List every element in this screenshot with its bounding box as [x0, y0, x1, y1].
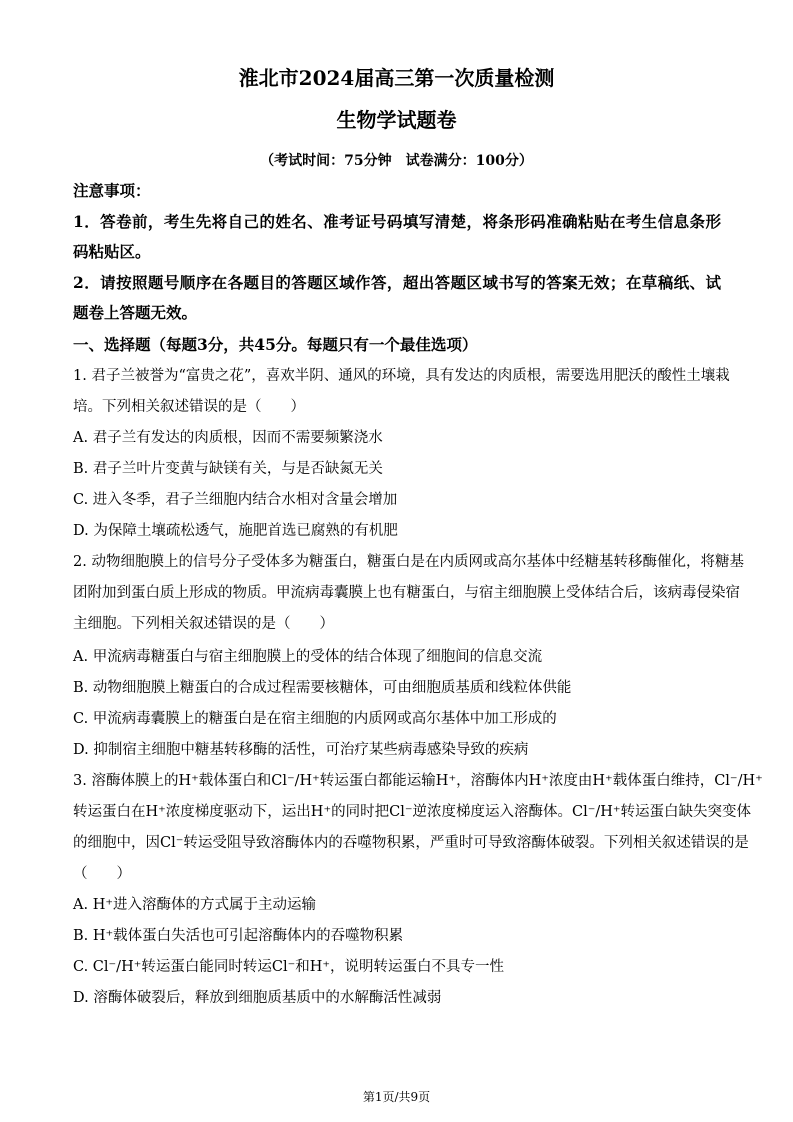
- question-3-stem: （ ）: [73, 866, 131, 882]
- paper-subtitle: 生物学试题卷: [336, 108, 457, 132]
- question-3-option-d: D. 溶酶体破裂后，释放到细胞质基质中的水解酶活性减弱: [73, 990, 442, 1006]
- question-3-stem: 的细胞中，因Cl⁻转运受阻导致溶酶体内的吞噬物积累，严重时可导致溶酶体破裂。下列相关叙述错误的是: [73, 835, 749, 851]
- note-line: 码粘贴区。: [73, 242, 151, 261]
- question-3-stem: 3. 溶酶体膜上的H⁺载体蛋白和Cl⁻/H⁺转运蛋白都能运输H⁺，溶酶体内H⁺浓度由H⁺载体蛋白维持，Cl⁻/H⁺: [73, 773, 763, 789]
- question-3-option-c: C. Cl⁻/H⁺转运蛋白能同时转运Cl⁻和H⁺，说明转运蛋白不具专一性: [73, 959, 505, 975]
- page-number: 第1页/共9页: [362, 1090, 431, 1104]
- question-2-option-b: B. 动物细胞膜上糖蛋白的合成过程需要核糖体，可由细胞质基质和线粒体供能: [73, 680, 572, 696]
- question-2-stem: 主细胞。下列相关叙述错误的是（ ）: [73, 616, 334, 632]
- question-3-stem: 转运蛋白在H⁺浓度梯度驱动下，运出H⁺的同时把Cl⁻逆浓度梯度运入溶酶体。Cl⁻/H⁺转运蛋白缺失突变体: [73, 804, 752, 820]
- question-1-stem: 1. 君子兰被誉为“富贵之花”，喜欢半阴、通风的环境，具有发达的肉质根，需要选用肥沃的酸性土壤栽: [73, 368, 730, 384]
- note-line: 2．请按照题号顺序在各题目的答题区域作答，超出答题区域书写的答案无效；在草稿纸、试: [73, 273, 721, 292]
- question-2-option-c: C. 甲流病毒囊膜上的糖蛋白是在宿主细胞的内质网或高尔基体中加工形成的: [73, 711, 557, 727]
- question-1-option-c: C. 进入冬季，君子兰细胞内结合水相对含量会增加: [73, 492, 398, 508]
- section-heading: 一、选择题（每题3分，共45分。每题只有一个最佳选项）: [73, 335, 478, 354]
- question-2-option-a: A. 甲流病毒糖蛋白与宿主细胞膜上的受体的结合体现了细胞间的信息交流: [73, 649, 543, 665]
- notes-heading: 注意事项：: [73, 181, 151, 200]
- exam-info: （考试时间：75分钟 试卷满分：100分）: [260, 153, 533, 169]
- question-1-option-a: A. 君子兰有发达的肉质根，因而不需要频繁浇水: [73, 430, 383, 446]
- question-2-option-d: D. 抑制宿主细胞中糖基转移酶的活性，可治疗某些病毒感染导致的疾病: [73, 742, 529, 758]
- question-1-option-b: B. 君子兰叶片变黄与缺镁有关，与是否缺氮无关: [73, 461, 383, 477]
- question-2-stem: 2. 动物细胞膜上的信号分子受体多为糖蛋白，糖蛋白是在内质网或高尔基体中经糖基转移酶催化，将糖基: [73, 554, 744, 570]
- question-3-option-b: B. H⁺载体蛋白失活也可引起溶酶体内的吞噬物积累: [73, 928, 404, 944]
- question-1-option-d: D. 为保障土壤疏松透气，施肥首选已腐熟的有机肥: [73, 523, 398, 539]
- question-2-stem: 团附加到蛋白质上形成的物质。甲流病毒囊膜上也有糖蛋白，与宿主细胞膜上受体结合后，该病毒侵染宿: [73, 585, 740, 601]
- note-line: 题卷上答题无效。: [73, 303, 198, 322]
- question-1-stem: 培。下列相关叙述错误的是（ ）: [73, 399, 305, 415]
- question-3-option-a: A. H⁺进入溶酶体的方式属于主动运输: [73, 897, 316, 913]
- exam-title: 淮北市2024届高三第一次质量检测: [238, 66, 555, 90]
- note-line: 1．答卷前，考生先将自己的姓名、准考证号码填写清楚，将条形码准确粘贴在考生信息条形: [73, 212, 721, 231]
